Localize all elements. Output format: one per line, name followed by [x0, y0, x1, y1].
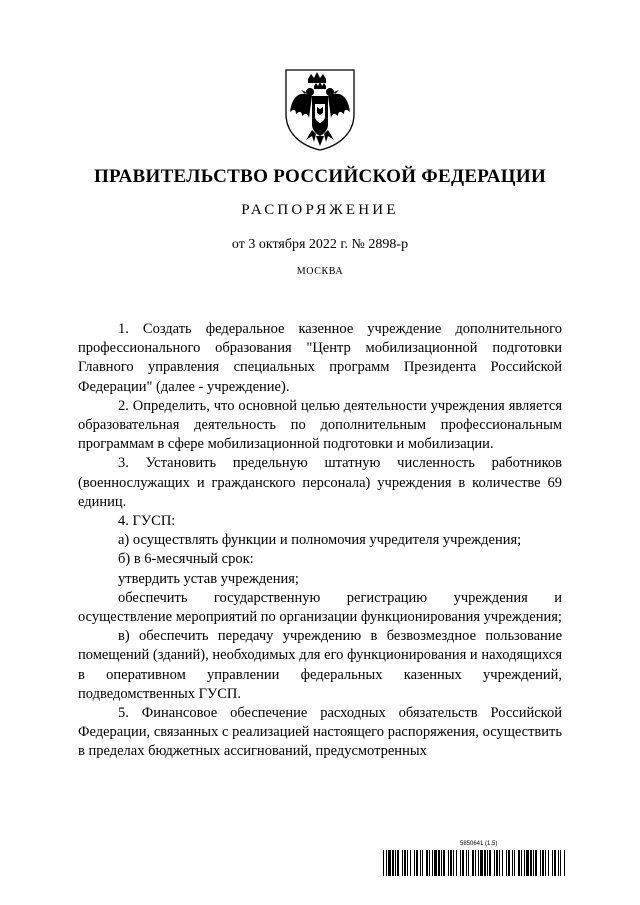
document-type: РАСПОРЯЖЕНИЕ — [241, 202, 399, 218]
document-body — [78, 320, 562, 762]
paragraph-4c: в) обеспечить передачу учреждению в безвозмездное пользование помещений (зданий), необходимых для его функционирования и находящихся в оперативном управлении федеральных казенных учреждений, подведомственных ГУСП. — [78, 628, 562, 702]
paragraph-4a: а) осуществлять функции и полномочия учредителя учреждения; — [118, 532, 522, 549]
document-date-number: от 3 октября 2022 г. № 2898-р — [231, 237, 409, 252]
barcode-icon — [383, 850, 565, 876]
paragraph-4: 4. ГУСП: — [118, 513, 176, 530]
paragraph-4b-charter: утвердить устав учреждения; — [118, 570, 299, 587]
government-title: ПРАВИТЕЛЬСТВО РОССИЙСКОЙ ФЕДЕРАЦИИ — [93, 166, 547, 187]
paragraph-4b: б) в 6-месячный срок: — [118, 551, 254, 568]
russian-coat-of-arms-icon — [282, 66, 358, 152]
paragraph-1: 1. Создать федеральное казенное учреждение дополнительного профессионального образования "Центр мобилизационной подготовки Главного управления специальных программ Президента Российской Федерации" (далее - учреждение). — [78, 321, 562, 395]
paragraph-4b-registration: обеспечить государственную регистрацию учреждения и осуществление мероприятий по организации функционирования учреждения; — [78, 589, 562, 626]
paragraph-2: 2. Определить, что основной целью деятельности учреждения является образовательная деятельность по дополнительным профессиональным программам в сфере мобилизационной подготовки и мобилизации. — [78, 397, 562, 453]
paragraph-5: 5. Финансовое обеспечение расходных обязательств Российской Федерации, связанных с реализацией настоящего распоряжения, осуществить в пределах бюджетных ассигнований, предусмотренных — [78, 705, 562, 760]
document-code: 5850641 (1.5) — [460, 841, 498, 847]
paragraph-3: 3. Установить предельную штатную численность работников (военнослужащих и гражданского персонала) учреждения в количестве 69 единиц. — [78, 455, 562, 510]
document-place: МОСКВА — [296, 266, 344, 277]
